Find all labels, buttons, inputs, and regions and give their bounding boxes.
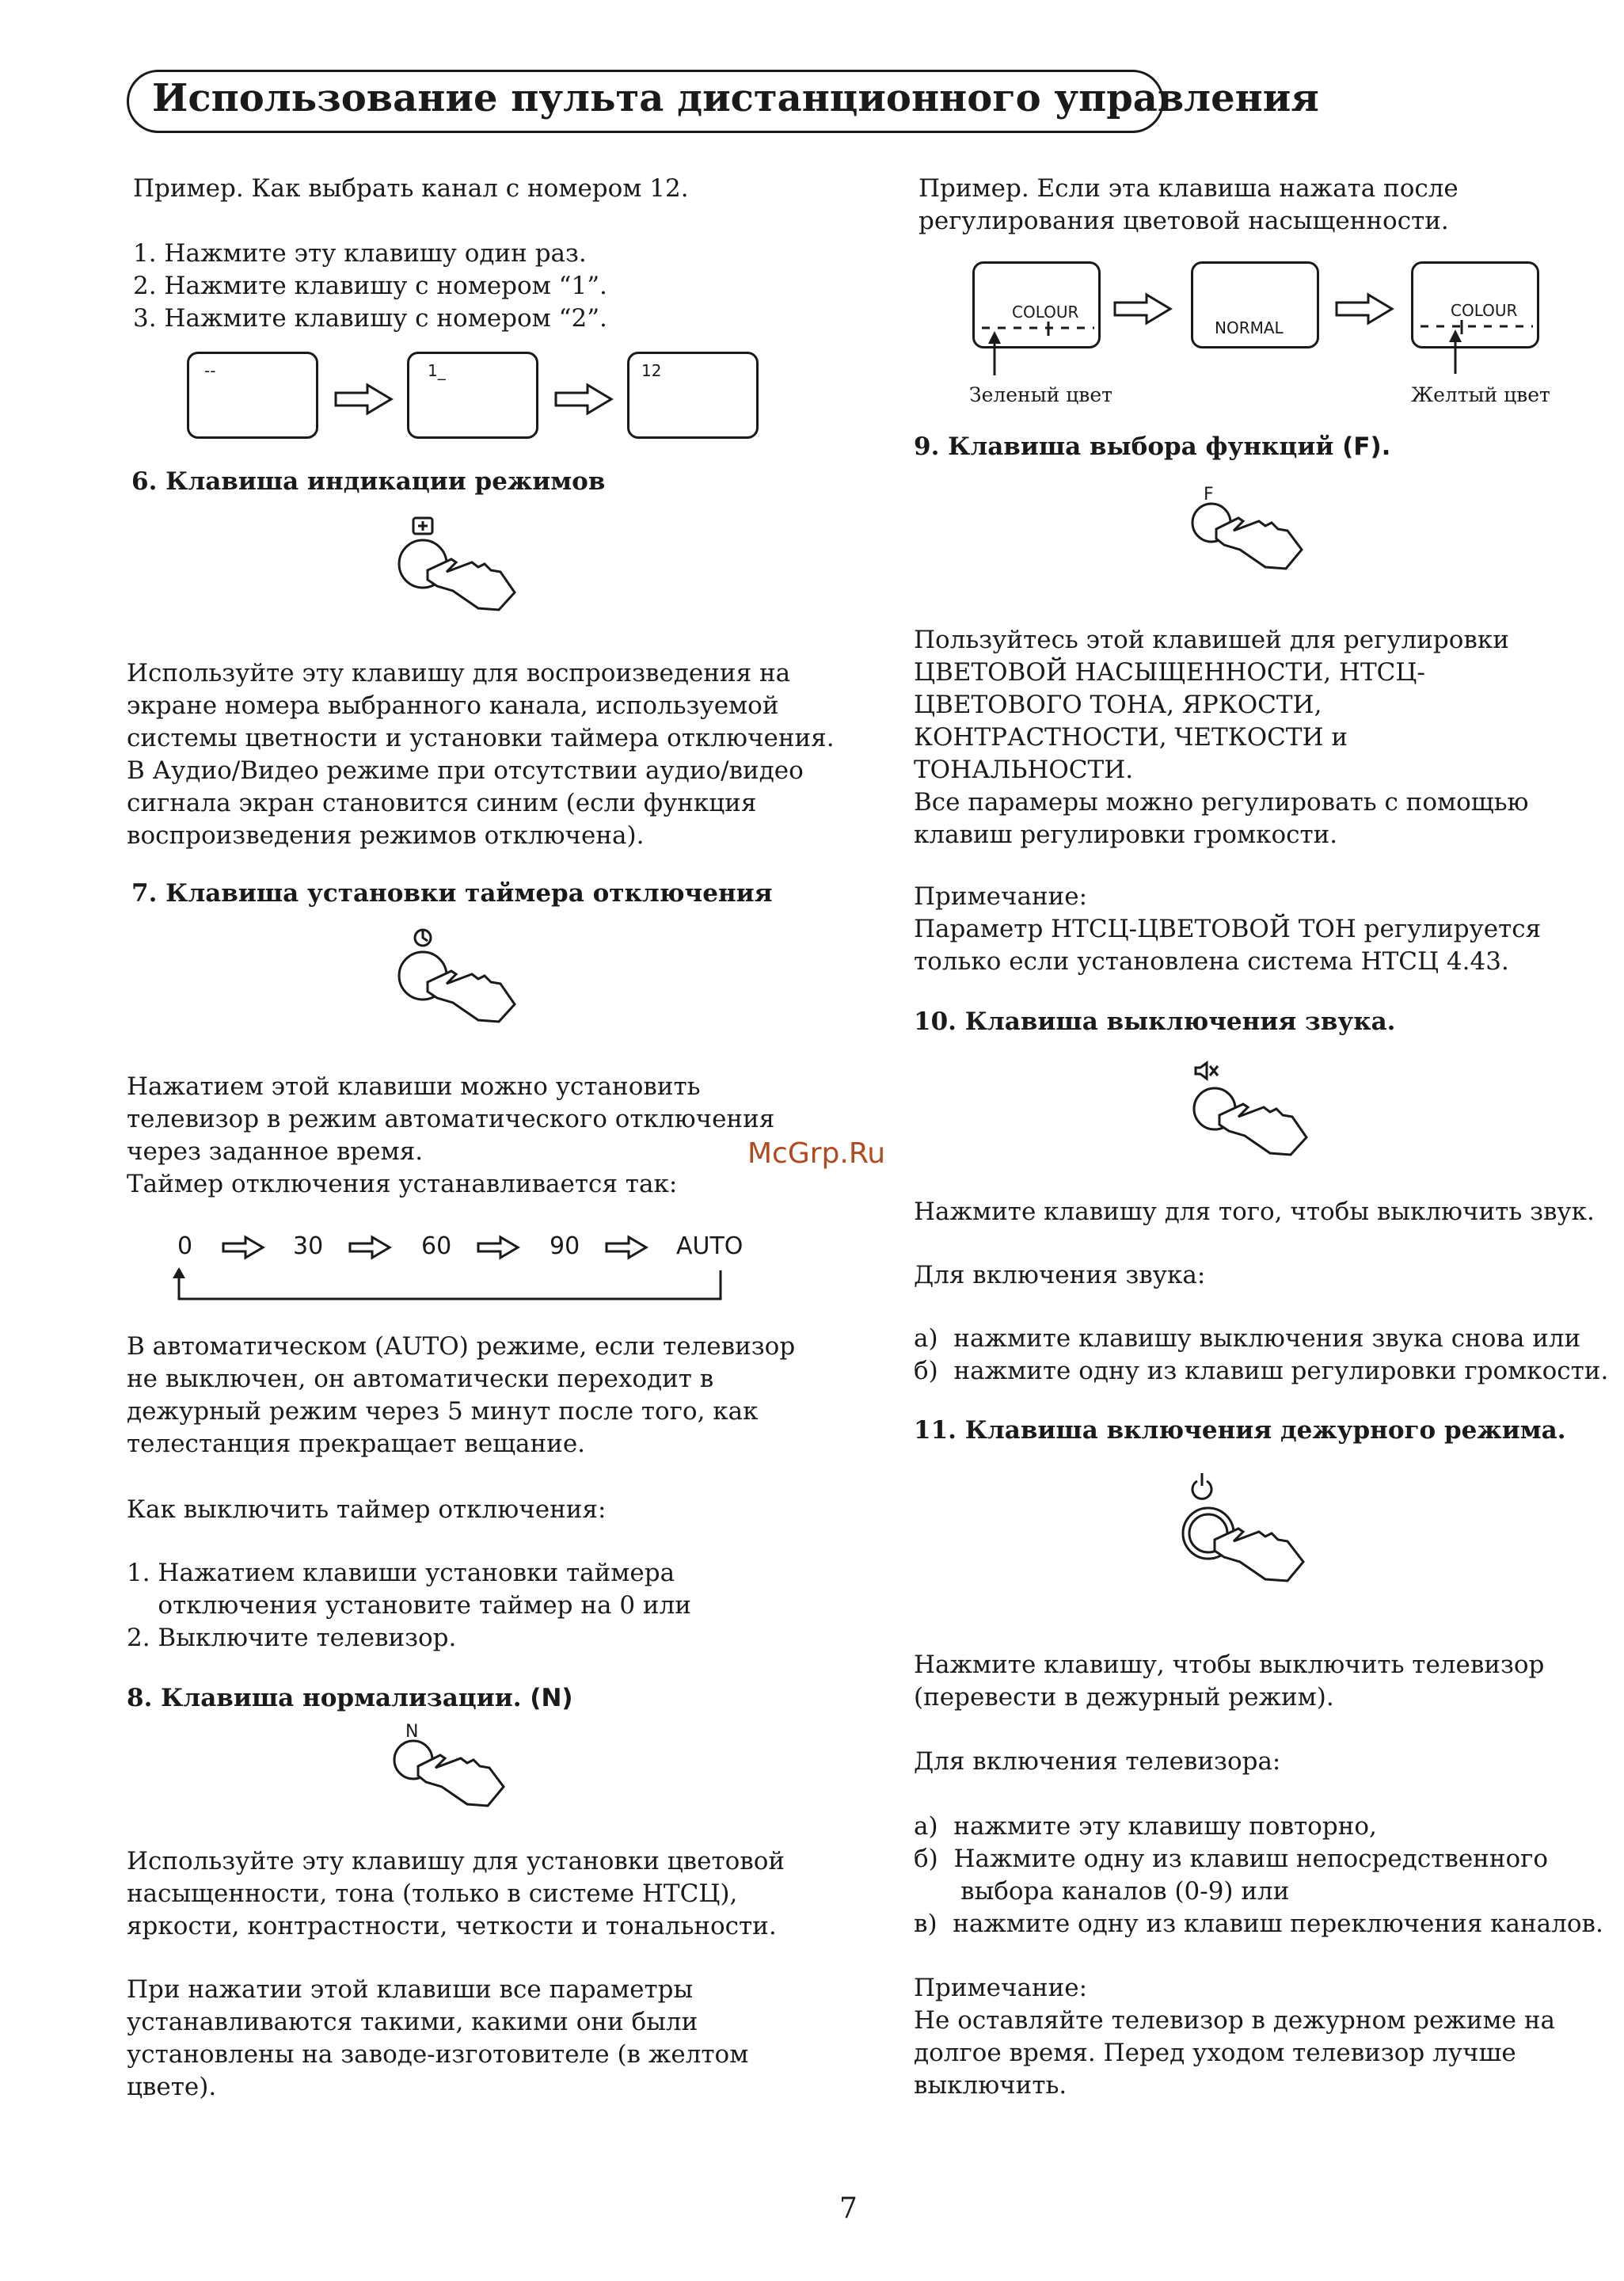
paragraph-line: Пример. Если эта клавиша нажата после bbox=[918, 174, 1459, 203]
arrow-right-icon bbox=[477, 1236, 521, 1259]
paragraph-line: В Аудио/Видео режиме при отсутствии аудио/видео bbox=[127, 756, 804, 785]
paragraph-line: Нажатием этой клавиши можно установить bbox=[127, 1072, 701, 1101]
paragraph-line: Параметр НТСЦ-ЦВЕТОВОЙ ТОН регулируется bbox=[914, 915, 1542, 943]
key-label: F bbox=[1204, 485, 1214, 505]
paragraph-line: Используйте эту клавишу для установки цветовой bbox=[127, 1847, 785, 1875]
list-item: в) нажмите одну из клавиш переключения каналов. bbox=[914, 1910, 1603, 1938]
paragraph-line: долгое время. Перед уходом телевизор лучше bbox=[914, 2039, 1516, 2067]
arrow-right-icon bbox=[333, 383, 396, 415]
paragraph-line: Не оставляйте телевизор в дежурном режиме на bbox=[914, 2006, 1555, 2035]
paragraph-line: Пользуйтесь этой клавишей для регулировки bbox=[914, 626, 1509, 654]
paragraph-line: телестанция прекращает вещание. bbox=[127, 1430, 586, 1458]
paragraph-line: цвете). bbox=[127, 2073, 217, 2101]
example-intro: Пример. Как выбрать канал с номером 12. bbox=[133, 174, 689, 203]
paragraph-line: Все парамеры можно регулировать с помощью bbox=[914, 788, 1529, 817]
timer-step: 90 bbox=[550, 1232, 580, 1260]
arrow-right-icon bbox=[553, 383, 616, 415]
paragraph-line: Таймер отключения устанавливается так: bbox=[127, 1170, 678, 1198]
timer-step: 0 bbox=[177, 1232, 193, 1260]
page-title: Использование пульта дистанционного управления bbox=[152, 76, 1319, 120]
paragraph-line: насыщенности, тона (только в системе НТСЦ), bbox=[127, 1879, 738, 1908]
hand-press-standby-icon bbox=[1180, 1473, 1314, 1592]
paragraph-line: через заданное время. bbox=[127, 1137, 424, 1166]
section-7-heading: 7. Клавиша установки таймера отключения bbox=[131, 879, 773, 908]
list-item: 1. Нажатием клавиши установки таймера bbox=[127, 1559, 675, 1587]
section-8-heading-text: 8. Клавиша нормализации. bbox=[127, 1684, 522, 1712]
label-yellow: Желтый цвет bbox=[1411, 383, 1550, 406]
key-label: N bbox=[405, 1722, 419, 1742]
list-item: 2. Выключите телевизор. bbox=[127, 1624, 457, 1652]
paragraph-line: клавиш регулировки громкости. bbox=[914, 821, 1338, 849]
screen-text: NORMAL bbox=[1215, 318, 1284, 337]
paragraph-line: установлены на заводе-изготовителе (в желтом bbox=[127, 2040, 749, 2069]
timer-step: 30 bbox=[293, 1232, 324, 1260]
page-number: 7 bbox=[839, 2192, 858, 2225]
example-step: 2. Нажмите клавишу с номером “1”. bbox=[133, 272, 607, 300]
paragraph-line: Нажмите клавишу, чтобы выключить телевизор bbox=[914, 1651, 1545, 1679]
screen-text: COLOUR bbox=[1451, 301, 1518, 320]
list-item: б) нажмите одну из клавиш регулировки громкости. bbox=[914, 1357, 1609, 1385]
paragraph-line: выключить. bbox=[914, 2071, 1067, 2100]
paragraph-line: КОНТРАСТНОСТИ, ЧЕТКОСТИ и bbox=[914, 723, 1348, 752]
paragraph-line: Для включения звука: bbox=[914, 1261, 1206, 1289]
watermark: McGrp.Ru bbox=[747, 1137, 886, 1170]
paragraph-line: дежурный режим через 5 минут после того, как bbox=[127, 1397, 759, 1426]
note-title: Примечание: bbox=[914, 882, 1088, 911]
screen-text: COLOUR bbox=[1012, 303, 1079, 322]
paragraph-line: ЦВЕТОВОГО ТОНА, ЯРКОСТИ, bbox=[914, 691, 1322, 719]
paragraph-line: регулирования цветовой насыщенности. bbox=[918, 207, 1449, 235]
label-green: Зеленый цвет bbox=[969, 383, 1112, 406]
hand-press-timer-icon bbox=[396, 927, 523, 1030]
screen-text: 12 bbox=[641, 361, 662, 380]
section-11-heading: 11. Клавиша включения дежурного режима. bbox=[914, 1416, 1566, 1445]
example-step: 3. Нажмите клавишу с номером “2”. bbox=[133, 304, 607, 333]
section-9-heading bbox=[914, 431, 1390, 463]
note-title: Примечание: bbox=[914, 1974, 1088, 2002]
colour-bar-dashes bbox=[1414, 318, 1538, 347]
list-item: выбора каналов (0-9) или bbox=[914, 1877, 1290, 1906]
timer-step: AUTO bbox=[676, 1232, 744, 1260]
pointer-arrow-icon bbox=[1446, 329, 1465, 377]
paragraph-line: ТОНАЛЬНОСТИ. bbox=[914, 756, 1134, 784]
screen-text: 1_ bbox=[428, 361, 446, 380]
list-item: отключения установите таймер на 0 или bbox=[127, 1591, 691, 1620]
paragraph-line: (перевести в дежурный режим). bbox=[914, 1683, 1334, 1712]
arrow-right-icon bbox=[222, 1236, 266, 1259]
arrow-right-icon bbox=[1112, 293, 1175, 325]
paragraph-line: сигнала экран становится синим (если функция bbox=[127, 789, 757, 817]
example-step: 1. Нажмите эту клавишу один раз. bbox=[133, 239, 587, 268]
section-9-heading-key: (F). bbox=[1342, 432, 1391, 461]
arrow-right-icon bbox=[348, 1236, 393, 1259]
paragraph-line: только если установлена система НТСЦ 4.43. bbox=[914, 947, 1509, 976]
tv-screen bbox=[407, 352, 538, 439]
hand-press-function-icon bbox=[1189, 502, 1308, 589]
section-10-heading: 10. Клавиша выключения звука. bbox=[914, 1007, 1396, 1036]
paragraph-line: При нажатии этой клавиши все параметры bbox=[127, 1975, 694, 2004]
paragraph-line: Нажмите клавишу для того, чтобы выключить звук. bbox=[914, 1198, 1595, 1226]
paragraph-line: яркости, контрастности, четкости и тональности. bbox=[127, 1912, 777, 1940]
section-9-heading-text: 9. Клавиша выбора функций bbox=[914, 432, 1334, 461]
section-6-heading: 6. Клавиша индикации режимов bbox=[131, 467, 606, 496]
list-item: а) нажмите клавишу выключения звука снова или bbox=[914, 1324, 1581, 1353]
paragraph-line: системы цветности и установки таймера отключения. bbox=[127, 724, 835, 752]
paragraph-line: воспроизведения режимов отключена). bbox=[127, 821, 645, 850]
paragraph-line: телевизор в режим автоматического отключения bbox=[127, 1105, 775, 1133]
paragraph-line: Как выключить таймер отключения: bbox=[127, 1495, 607, 1524]
list-item: б) Нажмите одну из клавиш непосредственного bbox=[914, 1845, 1549, 1873]
hand-press-display-icon bbox=[396, 515, 523, 618]
paragraph-line: ЦВЕТОВОЙ НАСЫЩЕННОСТИ, НТСЦ- bbox=[914, 658, 1425, 687]
paragraph-line: экране номера выбранного канала, используемой bbox=[127, 691, 779, 720]
hand-press-normal-icon bbox=[391, 1739, 510, 1826]
arrow-right-icon bbox=[1333, 293, 1397, 325]
paragraph-line: Для включения телевизора: bbox=[914, 1747, 1281, 1776]
paragraph-line: не выключен, он автоматически переходит в bbox=[127, 1365, 714, 1393]
pointer-arrow-icon bbox=[985, 331, 1004, 379]
section-8-heading-key: (N) bbox=[530, 1684, 573, 1712]
list-item: а) нажмите эту клавишу повторно, bbox=[914, 1812, 1377, 1841]
paragraph-line: устанавливаются такими, какими они были bbox=[127, 2008, 698, 2036]
paragraph-line: В автоматическом (AUTO) режиме, если телевизор bbox=[127, 1332, 796, 1361]
timer-step: 60 bbox=[421, 1232, 452, 1260]
arrow-right-icon bbox=[605, 1236, 649, 1259]
screen-text: -- bbox=[204, 361, 216, 380]
section-8-heading bbox=[127, 1682, 573, 1715]
timer-loop-arrow bbox=[169, 1267, 724, 1304]
hand-press-mute-icon bbox=[1188, 1061, 1314, 1164]
paragraph-line: Используйте эту клавишу для воспроизведения на bbox=[127, 659, 791, 687]
